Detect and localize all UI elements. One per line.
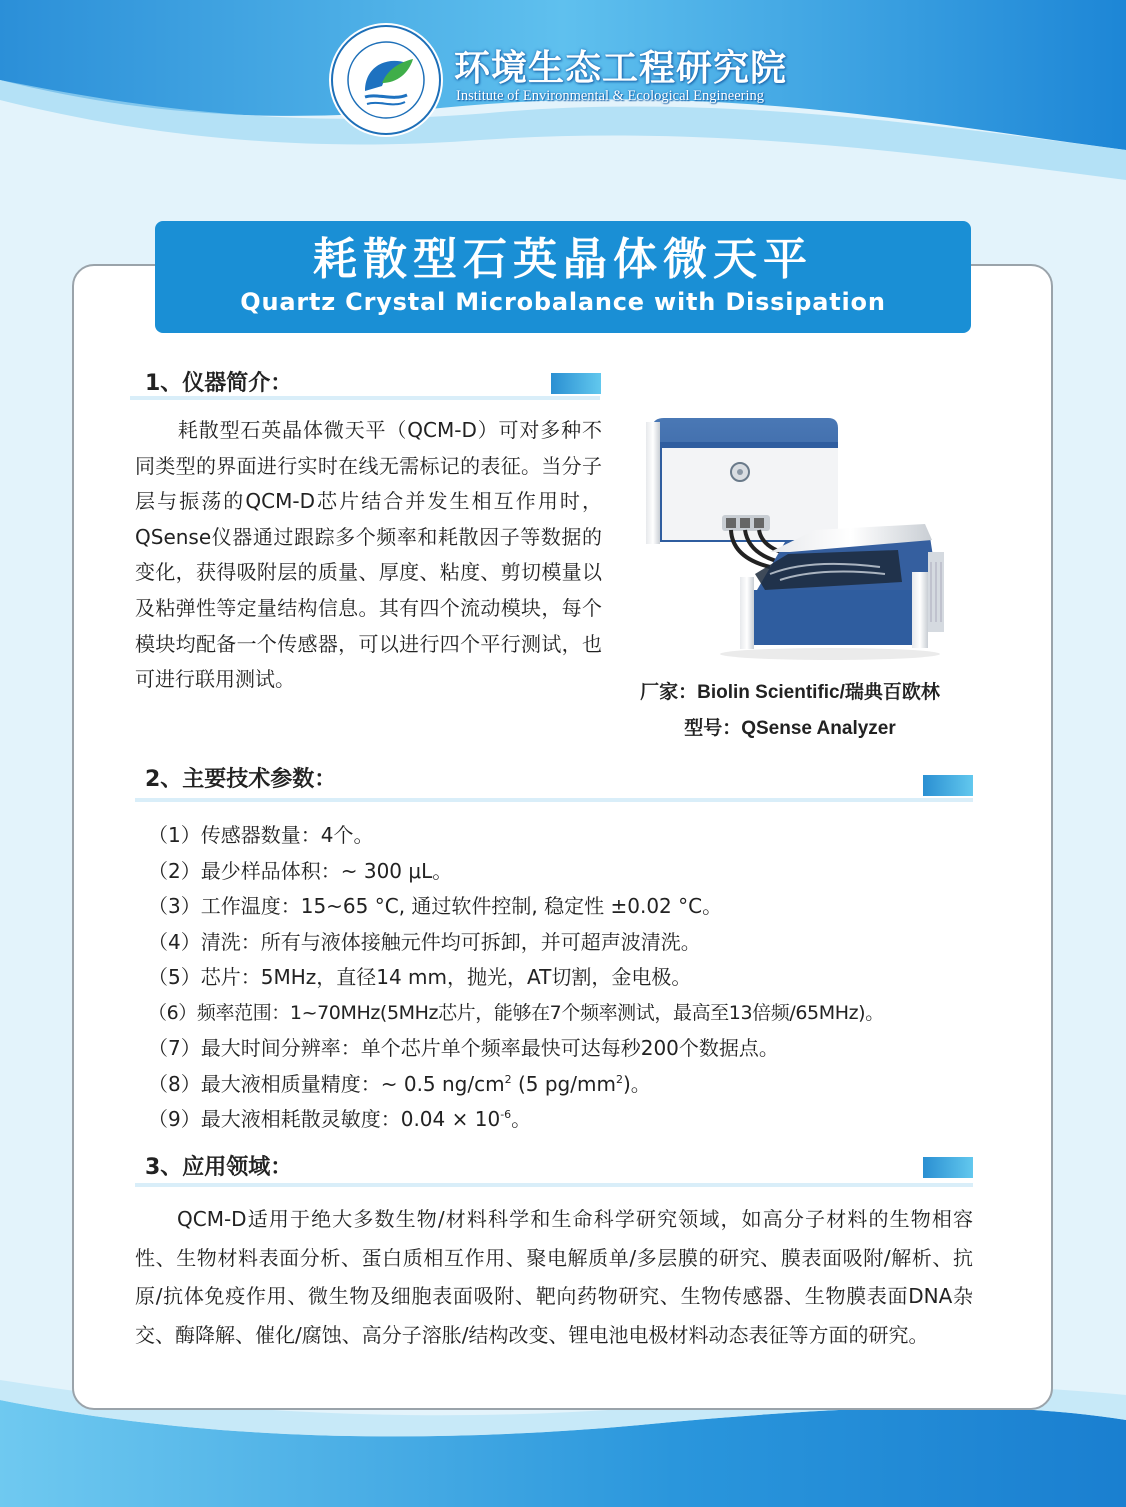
title-banner	[155, 221, 971, 333]
section2-rule	[135, 798, 973, 802]
param-text: 。	[511, 1107, 532, 1131]
param-item: （7）最大时间分辨率：单个芯片单个频率最快可达每秒200个数据点。	[148, 1036, 779, 1060]
param-text: （8）最大液相质量精度：~ 0.5 ng/cm	[148, 1071, 505, 1096]
page-title-en: Quartz Crystal Microbalance with Dissipation	[240, 288, 886, 316]
param-item: （2）最少样品体积：~ 300 μL。	[148, 858, 453, 883]
parameter-list	[148, 818, 1008, 1138]
param-item: （4）清洗：所有与液体接触元件均可拆卸，并可超声波清洗。	[148, 929, 701, 954]
section1-tab	[551, 373, 601, 394]
section3-tab	[923, 1157, 973, 1178]
param-text: （9）最大液相耗散灵敏度：0.04 × 10	[148, 1107, 501, 1131]
param-text: )。	[622, 1071, 651, 1096]
section1-text-body: 耗散型石英晶体微天平（QCM-D）可对多种不同类型的界面进行实时在线无需标记的表征。当分子层与振荡的QCM-D芯片结合并发生相互作用时，QSense仪器通过跟踪多个频率和耗散因子等数据的变化，获得吸附层的质量、厚度、粘度、剪切模量以及粘弹性等定量结构信息。其有四个流动模块，每个模块均配备一个传感器，可以进行四个平行测试，也可进行联用测试。	[135, 418, 602, 692]
institute-logo	[327, 21, 445, 139]
institute-name-en: Institute of Environmental & Ecological Engineering	[456, 88, 765, 104]
param-superscript: -6	[500, 1108, 512, 1121]
section1-heading: 1、仪器简介：	[145, 371, 293, 396]
param-superscript: 2	[615, 1072, 623, 1086]
param-superscript: 2	[504, 1072, 512, 1086]
param-item	[148, 1102, 1008, 1138]
param-text: (5 pg/mm	[511, 1071, 616, 1096]
page-title-cn: 耗散型石英晶体微天平	[313, 234, 813, 285]
model-label: 型号：QSense Analyzer	[684, 718, 896, 739]
section2-tab	[923, 775, 973, 796]
instrument-photo	[640, 412, 950, 662]
section3-text	[135, 1200, 973, 1354]
param-item	[148, 1067, 1008, 1103]
param-item: （6）频率范围：1~70MHz(5MHz芯片，能够在7个频率测试，最高至13倍频/65MHz)。	[148, 1001, 884, 1024]
institute-name-cn: 环境生态工程研究院	[454, 47, 788, 89]
param-item: （3）工作温度：15~65 °C, 通过软件控制, 稳定性 ±0.02 °C。	[148, 894, 723, 918]
manufacturer-label: 厂家：Biolin Scientific/瑞典百欧林	[640, 682, 940, 703]
section3-text-body: QCM-D适用于绝大多数生物/材料科学和生命科学研究领域，如高分子材料的生物相容性、生物材料表面分析、蛋白质相互作用、聚电解质单/多层膜的研究、膜表面吸附/解析、抗原/抗体免疫作用、微生物及细胞表面吸附、靶向药物研究、生物传感器、生物膜表面DNA杂交、酶降解、催化/腐蚀、高分子溶胀/结构改变、锂电池电极材料动态表征等方面的研究。	[135, 1207, 973, 1347]
section1-text	[135, 413, 602, 698]
param-item: （1）传感器数量：4个。	[148, 823, 374, 847]
section3-heading: 3、应用领域：	[145, 1155, 293, 1180]
section3-rule	[135, 1183, 973, 1187]
param-item: （5）芯片：5MHz，直径14 mm，抛光，AT切割，金电极。	[148, 965, 692, 989]
section2-heading: 2、主要技术参数：	[145, 767, 337, 792]
section1-rule	[130, 396, 600, 400]
